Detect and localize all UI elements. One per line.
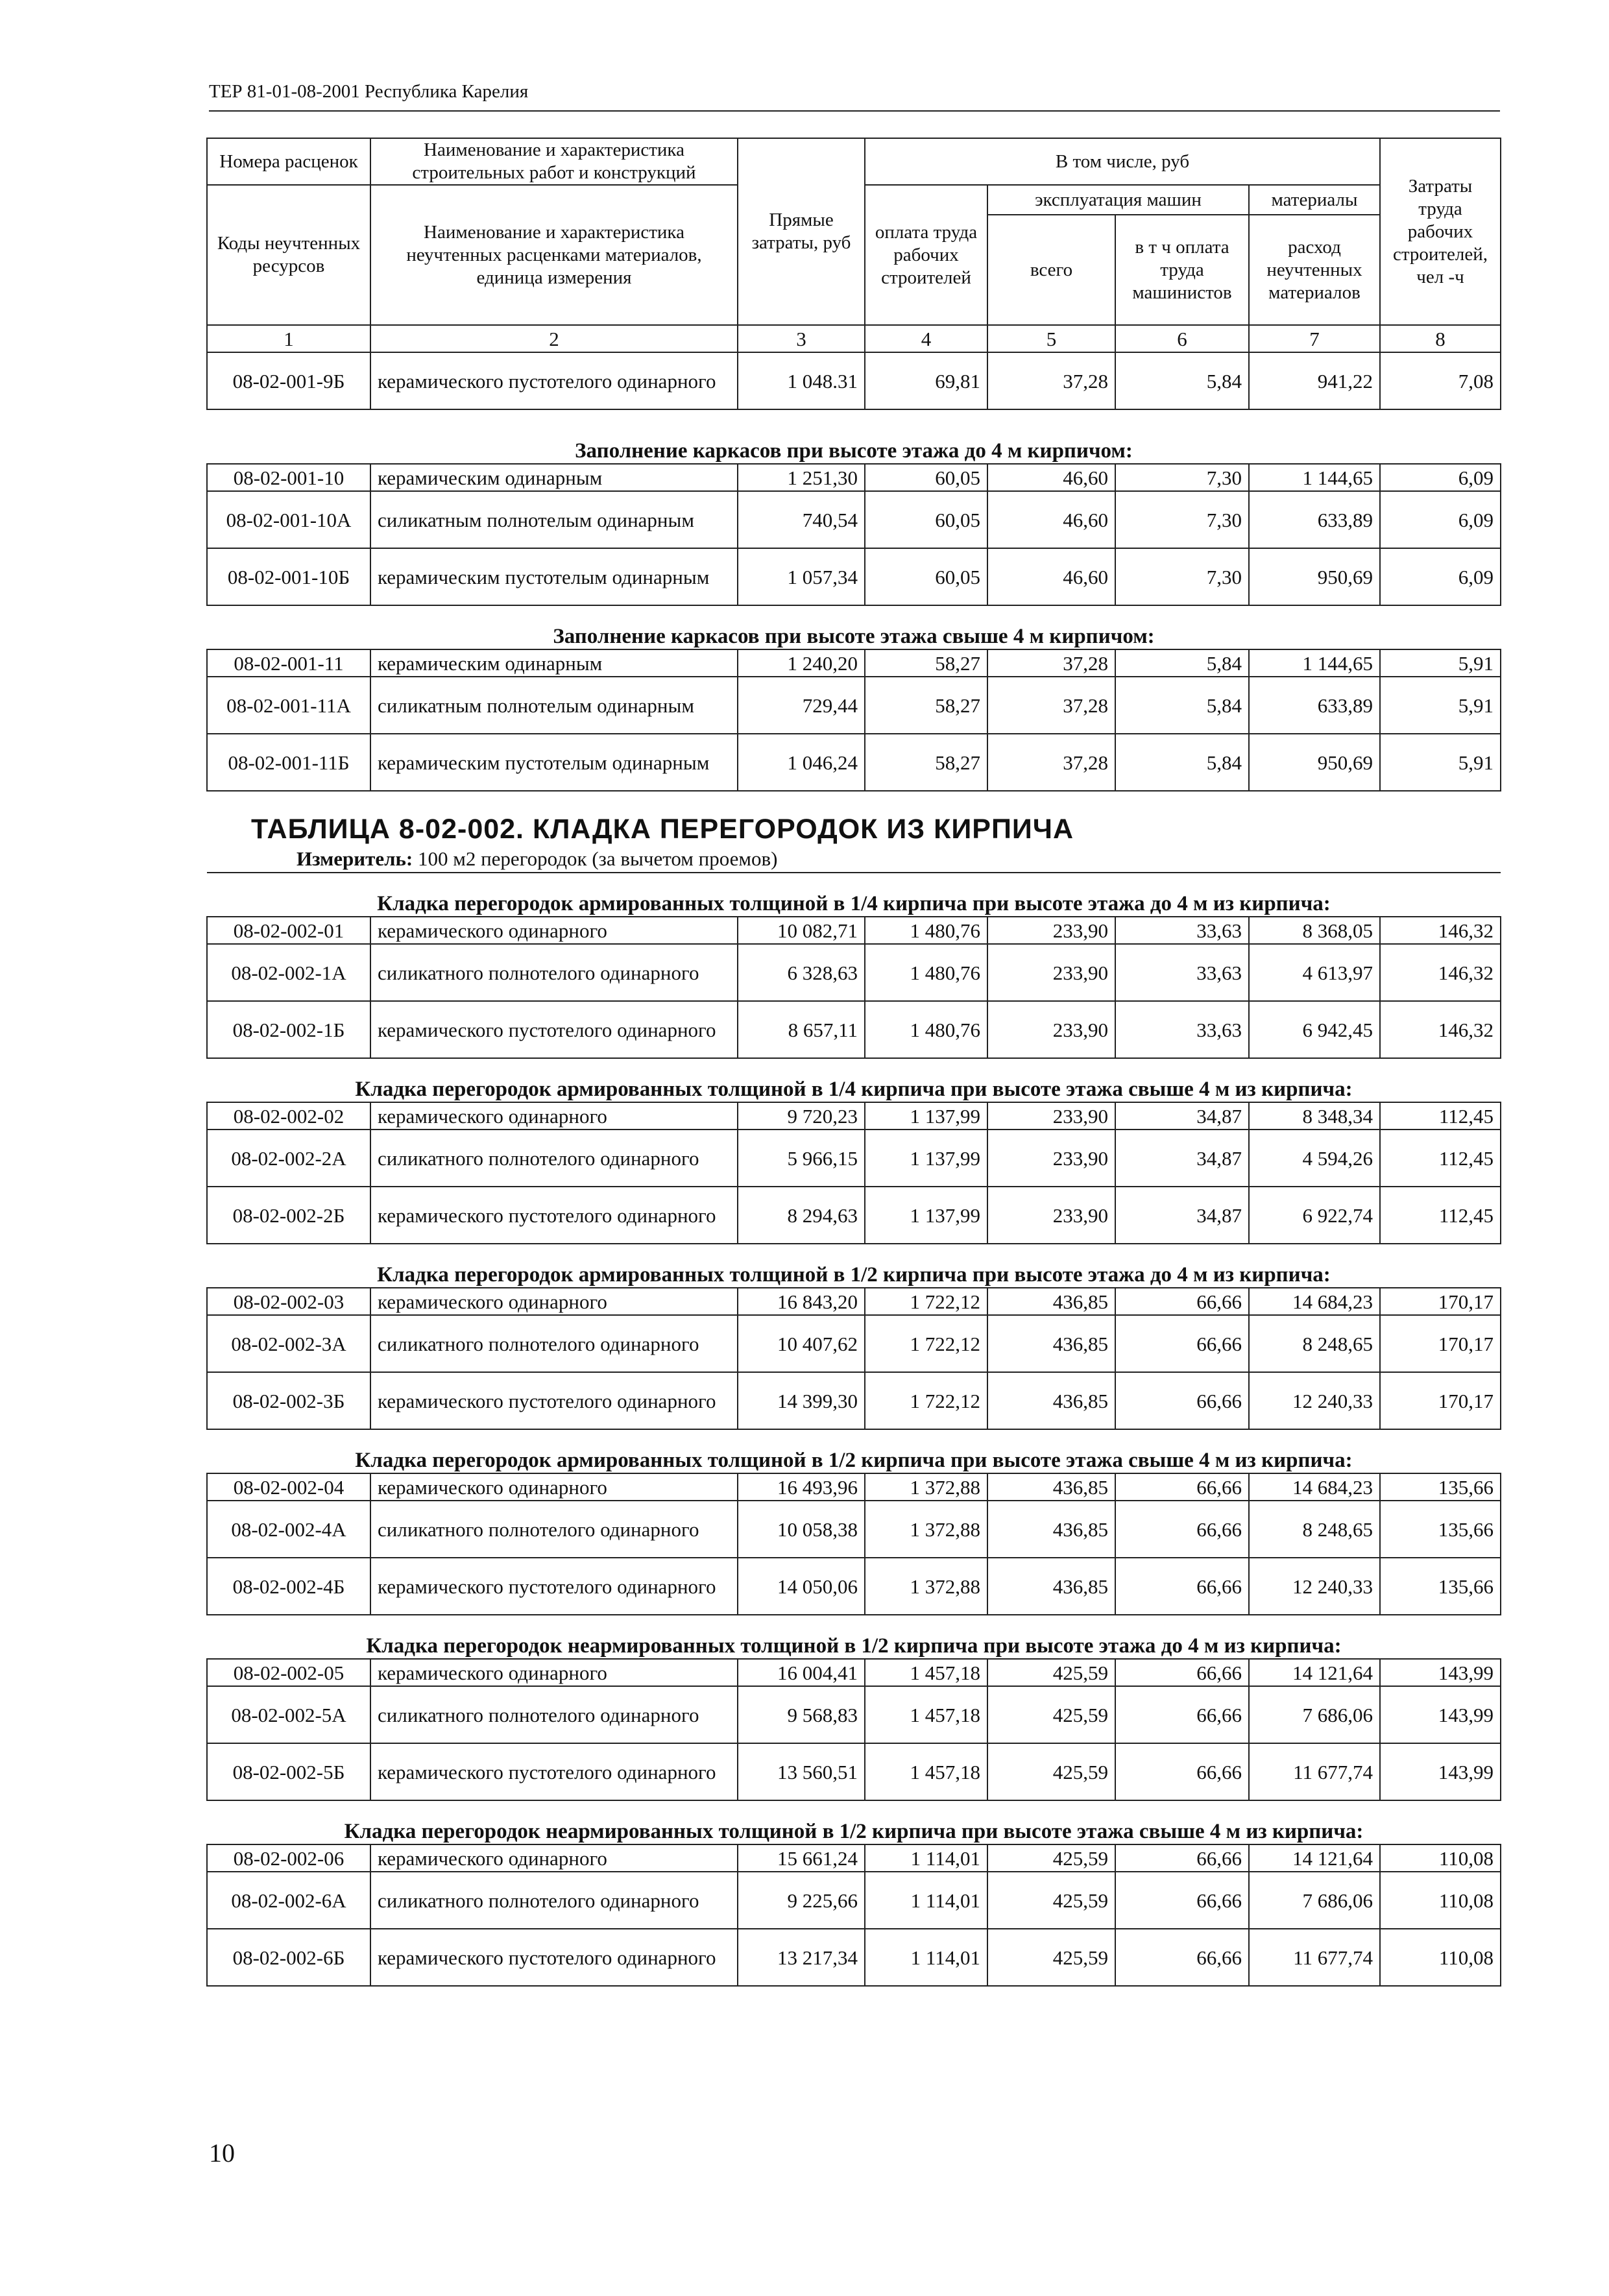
table-row [207,649,1501,677]
material-usage: 941,22 [1249,352,1380,409]
worker-pay: 1 372,88 [865,1501,987,1558]
operator-pay: 7,30 [1115,464,1249,491]
col-header-group: В том числе, руб [865,138,1380,185]
operator-pay: 34,87 [1115,1187,1249,1244]
material-usage: 11 677,74 [1249,1929,1380,1986]
work-name: керамическим пустотелым одинарным [370,734,738,791]
table-row [207,1473,1501,1501]
direct-costs: 14 050,06 [738,1558,865,1615]
rate-code: 08-02-002-05 [207,1659,370,1686]
col-number: 8 [1380,325,1501,352]
worker-pay: 1 457,18 [865,1743,987,1800]
operator-pay: 66,66 [1115,1844,1249,1872]
labor-hours: 143,99 [1380,1659,1501,1686]
table-row [207,1929,1501,1986]
worker-pay: 1 372,88 [865,1558,987,1615]
operator-pay: 7,30 [1115,491,1249,548]
machines-total: 425,59 [987,1929,1115,1986]
measure-text: 100 м2 перегородок (за вычетом проемов) [413,847,778,870]
worker-pay: 1 480,76 [865,917,987,944]
col-header-machines-total: всего [987,215,1115,325]
table-row [207,548,1501,605]
direct-costs: 740,54 [738,491,865,548]
direct-costs: 8 294,63 [738,1187,865,1244]
work-name: керамического одинарного [370,1102,738,1130]
worker-pay: 58,27 [865,734,987,791]
operator-pay: 66,66 [1115,1372,1249,1429]
machines-total: 436,85 [987,1372,1115,1429]
worker-pay: 60,05 [865,464,987,491]
labor-hours: 170,17 [1380,1372,1501,1429]
work-name: силикатного полнотелого одинарного [370,944,738,1001]
material-usage: 14 684,23 [1249,1473,1380,1501]
labor-hours: 6,09 [1380,548,1501,605]
work-name: силикатного полнотелого одинарного [370,1315,738,1372]
operator-pay: 34,87 [1115,1130,1249,1187]
labor-hours: 5,91 [1380,649,1501,677]
material-usage: 6 942,45 [1249,1001,1380,1058]
table-row [207,464,1501,491]
worker-pay: 1 114,01 [865,1844,987,1872]
machines-total: 425,59 [987,1686,1115,1743]
table-row [207,1102,1501,1130]
material-usage: 950,69 [1249,734,1380,791]
direct-costs: 10 082,71 [738,917,865,944]
operator-pay: 66,66 [1115,1501,1249,1558]
col-header-materials: материалы [1249,185,1380,215]
machines-total: 37,28 [987,352,1115,409]
material-usage: 8 248,65 [1249,1501,1380,1558]
operator-pay: 33,63 [1115,944,1249,1001]
table-row [207,1743,1501,1800]
operator-pay: 66,66 [1115,1743,1249,1800]
work-name: силикатного полнотелого одинарного [370,1872,738,1929]
table-row [207,944,1501,1001]
worker-pay: 1 137,99 [865,1102,987,1130]
col-header-material-usage: расход неучтенных материалов [1249,215,1380,325]
machines-total: 233,90 [987,1001,1115,1058]
col-header-operator-pay: в т ч оплата труда машинистов [1115,215,1249,325]
direct-costs: 6 328,63 [738,944,865,1001]
direct-costs: 14 399,30 [738,1372,865,1429]
table-row [207,352,1501,409]
machines-total: 233,90 [987,1187,1115,1244]
work-name: керамического одинарного [370,1288,738,1315]
labor-hours: 5,91 [1380,734,1501,791]
rate-code: 08-02-002-1Б [207,1001,370,1058]
rates-table [206,138,1501,1987]
section-heading: Кладка перегородок армированных толщиной в 1/4 кирпича при высоте этажа свыше 4 м из кирпича: [207,1058,1501,1102]
col-number: 4 [865,325,987,352]
machines-total: 436,85 [987,1473,1115,1501]
labor-hours: 135,66 [1380,1558,1501,1615]
machines-total: 37,28 [987,734,1115,791]
worker-pay: 69,81 [865,352,987,409]
material-usage: 7 686,06 [1249,1872,1380,1929]
section-heading: Заполнение каркасов при высоте этажа до 4 м кирпичом: [207,409,1501,464]
worker-pay: 58,27 [865,649,987,677]
direct-costs: 16 843,20 [738,1288,865,1315]
col-number: 6 [1115,325,1249,352]
operator-pay: 66,66 [1115,1929,1249,1986]
rate-code: 08-02-002-6Б [207,1929,370,1986]
machines-total: 436,85 [987,1315,1115,1372]
table-row [207,1288,1501,1315]
operator-pay: 66,66 [1115,1315,1249,1372]
direct-costs: 1 057,34 [738,548,865,605]
rate-code: 08-02-002-02 [207,1102,370,1130]
labor-hours: 6,09 [1380,491,1501,548]
rate-code: 08-02-001-10 [207,464,370,491]
rate-code: 08-02-002-1А [207,944,370,1001]
col-header-resource-codes: Коды неучтенных ресурсов [207,185,370,325]
work-name: керамического одинарного [370,1844,738,1872]
direct-costs: 15 661,24 [738,1844,865,1872]
labor-hours: 6,09 [1380,464,1501,491]
work-name: керамическим пустотелым одинарным [370,548,738,605]
table-row [207,1187,1501,1244]
direct-costs: 729,44 [738,677,865,734]
table-row [207,1001,1501,1058]
work-name: керамического пустотелого одинарного [370,1372,738,1429]
rate-code: 08-02-002-4А [207,1501,370,1558]
operator-pay: 66,66 [1115,1872,1249,1929]
work-name: силикатного полнотелого одинарного [370,1501,738,1558]
worker-pay: 1 372,88 [865,1473,987,1501]
machines-total: 436,85 [987,1288,1115,1315]
table-row [207,1501,1501,1558]
worker-pay: 1 722,12 [865,1315,987,1372]
material-usage: 1 144,65 [1249,649,1380,677]
operator-pay: 33,63 [1115,1001,1249,1058]
table-caption [207,791,1501,873]
table-row [207,1872,1501,1929]
rate-code: 08-02-002-06 [207,1844,370,1872]
worker-pay: 1 457,18 [865,1659,987,1686]
machines-total: 233,90 [987,917,1115,944]
worker-pay: 1 137,99 [865,1187,987,1244]
material-usage: 12 240,33 [1249,1372,1380,1429]
material-usage: 633,89 [1249,677,1380,734]
material-usage: 8 348,34 [1249,1102,1380,1130]
direct-costs: 1 240,20 [738,649,865,677]
labor-hours: 110,08 [1380,1872,1501,1929]
col-number: 2 [370,325,738,352]
direct-costs: 10 058,38 [738,1501,865,1558]
material-usage: 12 240,33 [1249,1558,1380,1615]
rate-code: 08-02-001-10Б [207,548,370,605]
table-row [207,1130,1501,1187]
rate-code: 08-02-002-2Б [207,1187,370,1244]
material-usage: 633,89 [1249,491,1380,548]
table-row [207,1659,1501,1686]
rate-code: 08-02-001-11А [207,677,370,734]
machines-total: 37,28 [987,677,1115,734]
operator-pay: 66,66 [1115,1558,1249,1615]
measure-line [251,846,1501,872]
operator-pay: 33,63 [1115,917,1249,944]
direct-costs: 5 966,15 [738,1130,865,1187]
worker-pay: 1 480,76 [865,944,987,1001]
col-number: 5 [987,325,1115,352]
labor-hours: 170,17 [1380,1315,1501,1372]
direct-costs: 16 004,41 [738,1659,865,1686]
material-usage: 6 922,74 [1249,1187,1380,1244]
operator-pay: 5,84 [1115,649,1249,677]
rate-code: 08-02-002-03 [207,1288,370,1315]
table-row [207,1315,1501,1372]
table-row [207,1686,1501,1743]
work-name: керамического пустотелого одинарного [370,1929,738,1986]
labor-hours: 112,45 [1380,1130,1501,1187]
col-number: 7 [1249,325,1380,352]
table-title: ТАБЛИЦА 8-02-002. КЛАДКА ПЕРЕГОРОДОК ИЗ КИРПИЧА [251,814,1074,845]
operator-pay: 34,87 [1115,1102,1249,1130]
operator-pay: 66,66 [1115,1288,1249,1315]
machines-total: 233,90 [987,1102,1115,1130]
machines-total: 436,85 [987,1501,1115,1558]
machines-total: 425,59 [987,1872,1115,1929]
worker-pay: 60,05 [865,491,987,548]
rate-code: 08-02-001-9Б [207,352,370,409]
rate-code: 08-02-002-2А [207,1130,370,1187]
section-heading: Кладка перегородок армированных толщиной в 1/4 кирпича при высоте этажа до 4 м из кирпича: [207,873,1501,917]
table-row [207,491,1501,548]
direct-costs: 13 560,51 [738,1743,865,1800]
direct-costs: 16 493,96 [738,1473,865,1501]
machines-total: 46,60 [987,464,1115,491]
rate-code: 08-02-002-04 [207,1473,370,1501]
direct-costs: 1 251,30 [738,464,865,491]
labor-hours: 7,08 [1380,352,1501,409]
labor-hours: 135,66 [1380,1501,1501,1558]
labor-hours: 5,91 [1380,677,1501,734]
rate-code: 08-02-002-4Б [207,1558,370,1615]
machines-total: 37,28 [987,649,1115,677]
col-header-rate-numbers: Номера расценок [207,138,370,185]
page-header: ТЕР 81-01-08-2001 Республика Карелия [209,81,529,102]
col-number: 3 [738,325,865,352]
direct-costs: 9 225,66 [738,1872,865,1929]
work-name: керамического одинарного [370,1659,738,1686]
material-usage: 11 677,74 [1249,1743,1380,1800]
work-name: керамического пустотелого одинарного [370,352,738,409]
header-rule [209,110,1500,112]
work-name: керамическим одинарным [370,464,738,491]
material-usage: 14 121,64 [1249,1844,1380,1872]
material-usage: 7 686,06 [1249,1686,1380,1743]
labor-hours: 146,32 [1380,1001,1501,1058]
labor-hours: 146,32 [1380,917,1501,944]
worker-pay: 1 137,99 [865,1130,987,1187]
machines-total: 436,85 [987,1558,1115,1615]
worker-pay: 1 114,01 [865,1872,987,1929]
work-name: керамического одинарного [370,1473,738,1501]
work-name: керамического одинарного [370,917,738,944]
direct-costs: 10 407,62 [738,1315,865,1372]
machines-total: 233,90 [987,944,1115,1001]
worker-pay: 1 114,01 [865,1929,987,1986]
worker-pay: 1 722,12 [865,1372,987,1429]
work-name: керамического пустотелого одинарного [370,1743,738,1800]
operator-pay: 66,66 [1115,1473,1249,1501]
labor-hours: 135,66 [1380,1473,1501,1501]
worker-pay: 58,27 [865,677,987,734]
rate-code: 08-02-002-5Б [207,1743,370,1800]
labor-hours: 170,17 [1380,1288,1501,1315]
machines-total: 425,59 [987,1743,1115,1800]
labor-hours: 112,45 [1380,1187,1501,1244]
material-usage: 14 121,64 [1249,1659,1380,1686]
material-usage: 8 368,05 [1249,917,1380,944]
operator-pay: 66,66 [1115,1686,1249,1743]
material-usage: 4 594,26 [1249,1130,1380,1187]
worker-pay: 1 722,12 [865,1288,987,1315]
measure-label: Измеритель: [296,847,413,870]
material-usage: 8 248,65 [1249,1315,1380,1372]
direct-costs: 8 657,11 [738,1001,865,1058]
machines-total: 425,59 [987,1844,1115,1872]
machines-total: 425,59 [987,1659,1115,1686]
work-name: силикатного полнотелого одинарного [370,1686,738,1743]
page-number: 10 [209,2138,235,2168]
work-name: керамическим одинарным [370,649,738,677]
machines-total: 233,90 [987,1130,1115,1187]
col-header-direct-costs: Прямые затраты, руб [738,138,865,325]
direct-costs: 1 046,24 [738,734,865,791]
section-heading: Заполнение каркасов при высоте этажа свыше 4 м кирпичом: [207,605,1501,649]
operator-pay: 5,84 [1115,677,1249,734]
direct-costs: 9 568,83 [738,1686,865,1743]
direct-costs: 1 048.31 [738,352,865,409]
table-row [207,1372,1501,1429]
machines-total: 46,60 [987,548,1115,605]
rate-code: 08-02-001-11Б [207,734,370,791]
rate-code: 08-02-002-3А [207,1315,370,1372]
table-row [207,917,1501,944]
operator-pay: 5,84 [1115,734,1249,791]
table-row [207,1844,1501,1872]
rate-code: 08-02-001-10А [207,491,370,548]
labor-hours: 110,08 [1380,1844,1501,1872]
worker-pay: 60,05 [865,548,987,605]
col-header-work-name: Наименование и характеристика строительных работ и конструкций [370,138,738,185]
labor-hours: 146,32 [1380,944,1501,1001]
rate-code: 08-02-002-6А [207,1872,370,1929]
direct-costs: 9 720,23 [738,1102,865,1130]
work-name: керамического пустотелого одинарного [370,1558,738,1615]
table-row [207,734,1501,791]
labor-hours: 110,08 [1380,1929,1501,1986]
col-header-worker-pay: оплата труда рабочих строителей [865,185,987,325]
rate-code: 08-02-002-01 [207,917,370,944]
labor-hours: 112,45 [1380,1102,1501,1130]
worker-pay: 1 480,76 [865,1001,987,1058]
material-usage: 1 144,65 [1249,464,1380,491]
material-usage: 14 684,23 [1249,1288,1380,1315]
col-header-material-name: Наименование и характеристика неучтенных расценками материалов, единица измерения [370,185,738,325]
work-name: керамического пустотелого одинарного [370,1001,738,1058]
section-heading: Кладка перегородок армированных толщиной в 1/2 кирпича при высоте этажа до 4 м из кирпича: [207,1244,1501,1288]
section-heading: Кладка перегородок армированных толщиной в 1/2 кирпича при высоте этажа свыше 4 м из кирпича: [207,1429,1501,1473]
operator-pay: 7,30 [1115,548,1249,605]
material-usage: 4 613,97 [1249,944,1380,1001]
col-number: 1 [207,325,370,352]
rate-code: 08-02-001-11 [207,649,370,677]
material-usage: 950,69 [1249,548,1380,605]
work-name: силикатного полнотелого одинарного [370,1130,738,1187]
labor-hours: 143,99 [1380,1743,1501,1800]
section-heading: Кладка перегородок неармированных толщиной в 1/2 кирпича при высоте этажа до 4 м из кирпича: [207,1615,1501,1659]
work-name: силикатным полнотелым одинарным [370,677,738,734]
operator-pay: 5,84 [1115,352,1249,409]
table-row [207,1558,1501,1615]
rate-code: 08-02-002-3Б [207,1372,370,1429]
machines-total: 46,60 [987,491,1115,548]
direct-costs: 13 217,34 [738,1929,865,1986]
col-header-labor-hours: Затраты труда рабочих строителей, чел -ч [1380,138,1501,325]
work-name: силикатным полнотелым одинарным [370,491,738,548]
operator-pay: 66,66 [1115,1659,1249,1686]
col-header-machines: эксплуатация машин [987,185,1249,215]
table-row [207,677,1501,734]
rate-code: 08-02-002-5А [207,1686,370,1743]
labor-hours: 143,99 [1380,1686,1501,1743]
work-name: керамического пустотелого одинарного [370,1187,738,1244]
worker-pay: 1 457,18 [865,1686,987,1743]
section-heading: Кладка перегородок неармированных толщиной в 1/2 кирпича при высоте этажа свыше 4 м из кирпича: [207,1800,1501,1844]
